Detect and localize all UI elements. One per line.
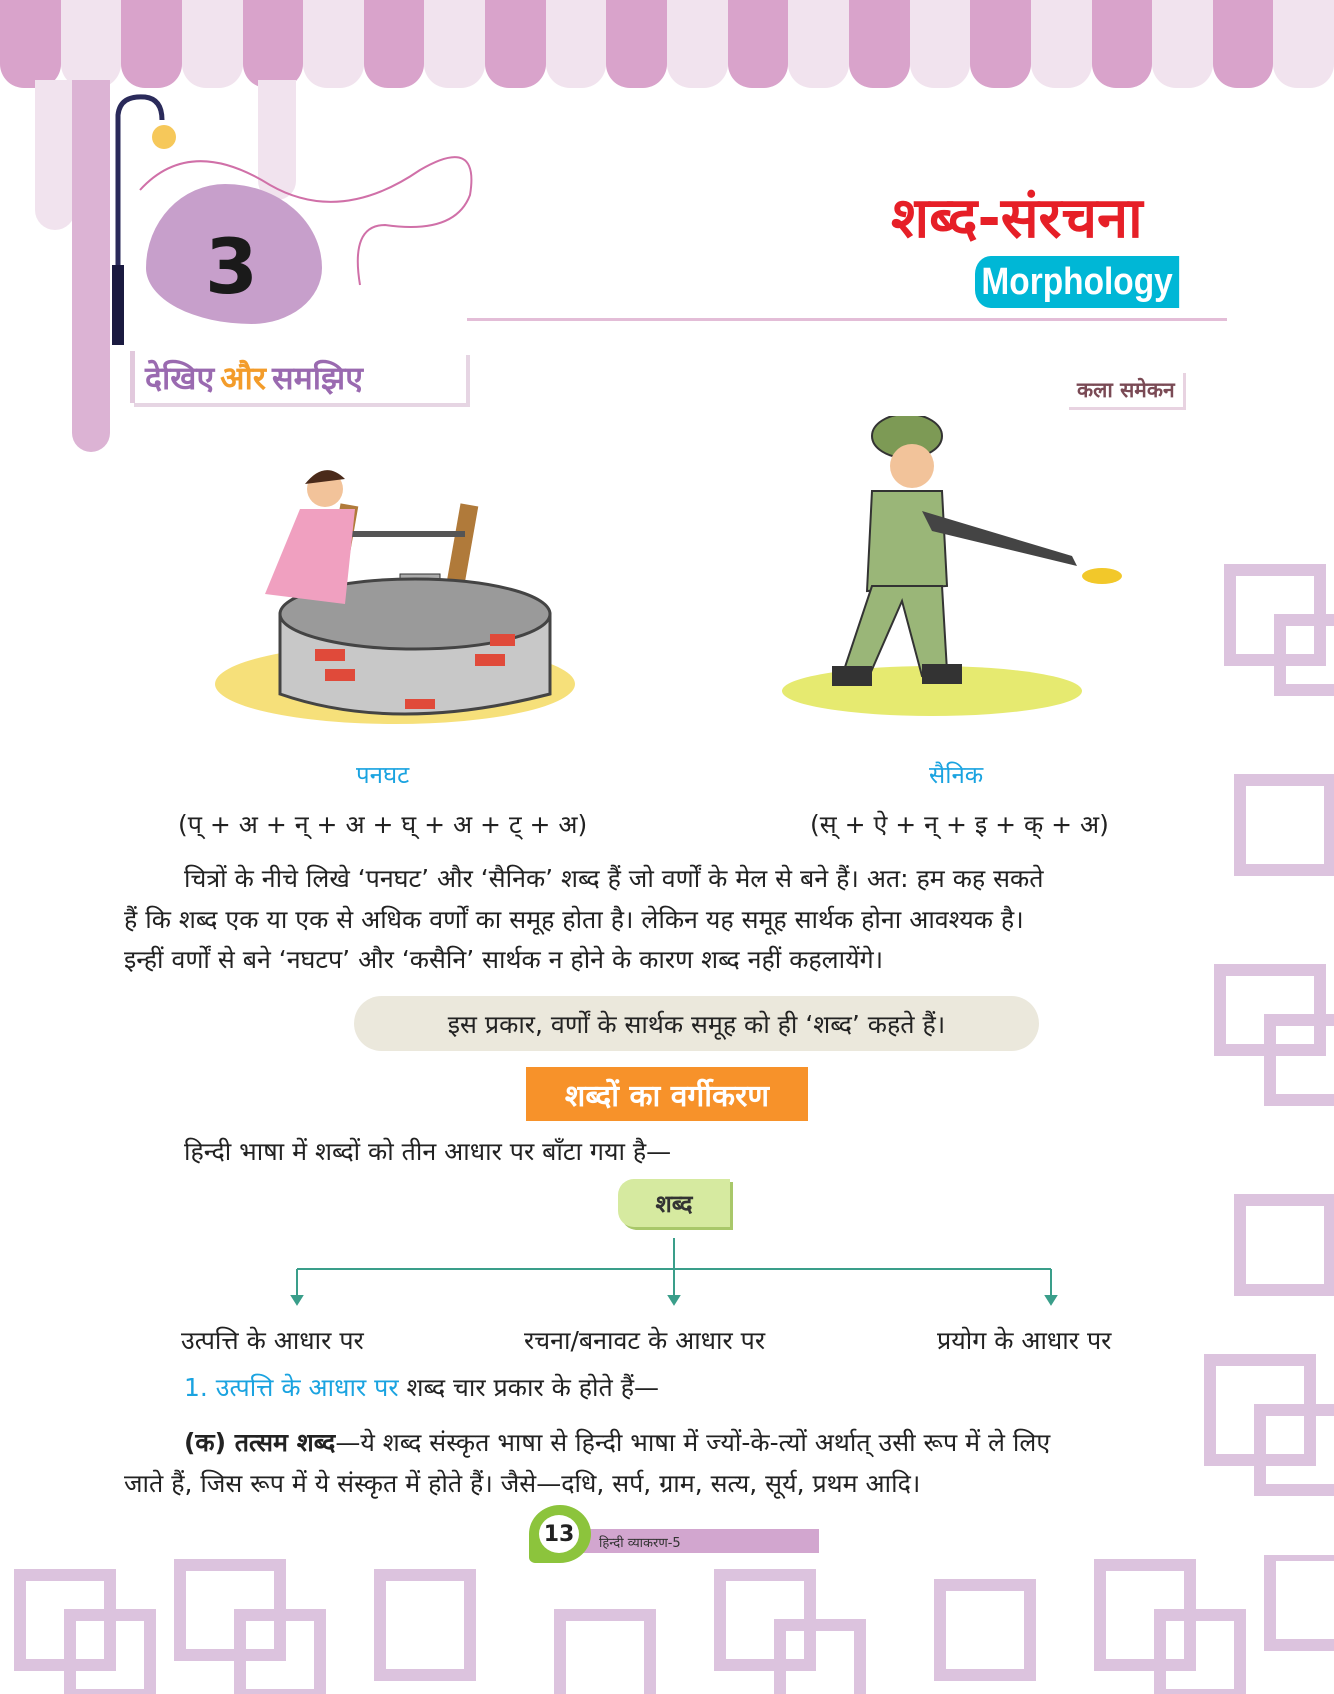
soldier-illustration (772, 416, 1137, 716)
origin-line (184, 1375, 659, 1400)
page-footer (529, 1505, 821, 1563)
label-part: और (220, 358, 266, 397)
chapter-number: 3 (205, 222, 258, 311)
letter-breakdown: (प् + अ + न् + अ + घ् + अ + ट् + अ) (178, 810, 588, 839)
divider (467, 318, 1227, 321)
picture-caption: पनघट (356, 761, 410, 789)
paragraph-line: हैं कि शब्द एक या एक से अधिक वर्णों का समूह होता है। लेकिन यह समूह सार्थक होना आवश्यक है। (124, 905, 1024, 934)
section-label (130, 351, 466, 403)
origin-rest: शब्द चार प्रकार के होते हैं— (398, 1373, 660, 1402)
label-part: समझिए (271, 358, 363, 397)
hanging-strip (35, 80, 75, 230)
chapter-subtitle: Morphology (975, 256, 1179, 308)
square-pattern-decoration (1200, 550, 1334, 1550)
tree-branch: उत्पत्ति के आधार पर (181, 1326, 364, 1355)
chapter-title: शब्द-संरचना (891, 186, 1143, 251)
book-title: हिन्दी व्याकरण-5 (599, 1536, 681, 1551)
well-illustration (205, 464, 580, 732)
section-heading: शब्दों का वर्गीकरण (526, 1067, 808, 1121)
label-part: देखिए (145, 358, 215, 397)
paragraph-line: चित्रों के नीचे लिखे ‘पनघट’ और ‘सैनिक’ शब्द हैं जो वर्णों के मेल से बने हैं। अत: हम कह सकते (184, 864, 1044, 893)
tatsam-label: (क) तत्सम शब्द (184, 1428, 336, 1457)
tatsam-line (184, 1430, 1050, 1455)
intro-text: हिन्दी भाषा में शब्दों को तीन आधार पर बाँटा गया है— (184, 1137, 672, 1166)
page-number: 13 (539, 1515, 579, 1553)
tree-branch: प्रयोग के आधार पर (937, 1326, 1112, 1355)
paragraph-line: इन्हीं वर्णों से बने ‘नघटप’ और ‘कसैनि’ सार्थक न होने के कारण शब्द नहीं कहलायेंगे। (124, 945, 884, 974)
picture-caption: सैनिक (929, 761, 984, 789)
definition-callout: इस प्रकार, वर्णों के सार्थक समूह को ही ‘शब्द’ कहते हैं। (354, 996, 1039, 1051)
origin-highlight: 1. उत्पत्ति के आधार पर (184, 1373, 399, 1402)
square-pattern-decoration (0, 1555, 1334, 1694)
art-integration-tag: कला समेकन (1069, 373, 1186, 410)
tatsam-text: —ये शब्द संस्कृत भाषा से हिन्दी भाषा में ज्यों-के-त्यों अर्थात् उसी रूप में ले लिए (335, 1428, 1051, 1457)
tree-root: शब्द (618, 1179, 730, 1227)
tree-connectors (290, 1238, 1060, 1308)
tatsam-line: जाते हैं, जिस रूप में ये संस्कृत में होते हैं। जैसे—दधि, सर्प, ग्राम, सत्य, सूर्य, प्रथम आदि। (124, 1469, 921, 1498)
tree-branch: रचना/बनावट के आधार पर (524, 1326, 766, 1355)
letter-breakdown: (स् + ऐ + न् + इ + क् + अ) (810, 810, 1109, 839)
